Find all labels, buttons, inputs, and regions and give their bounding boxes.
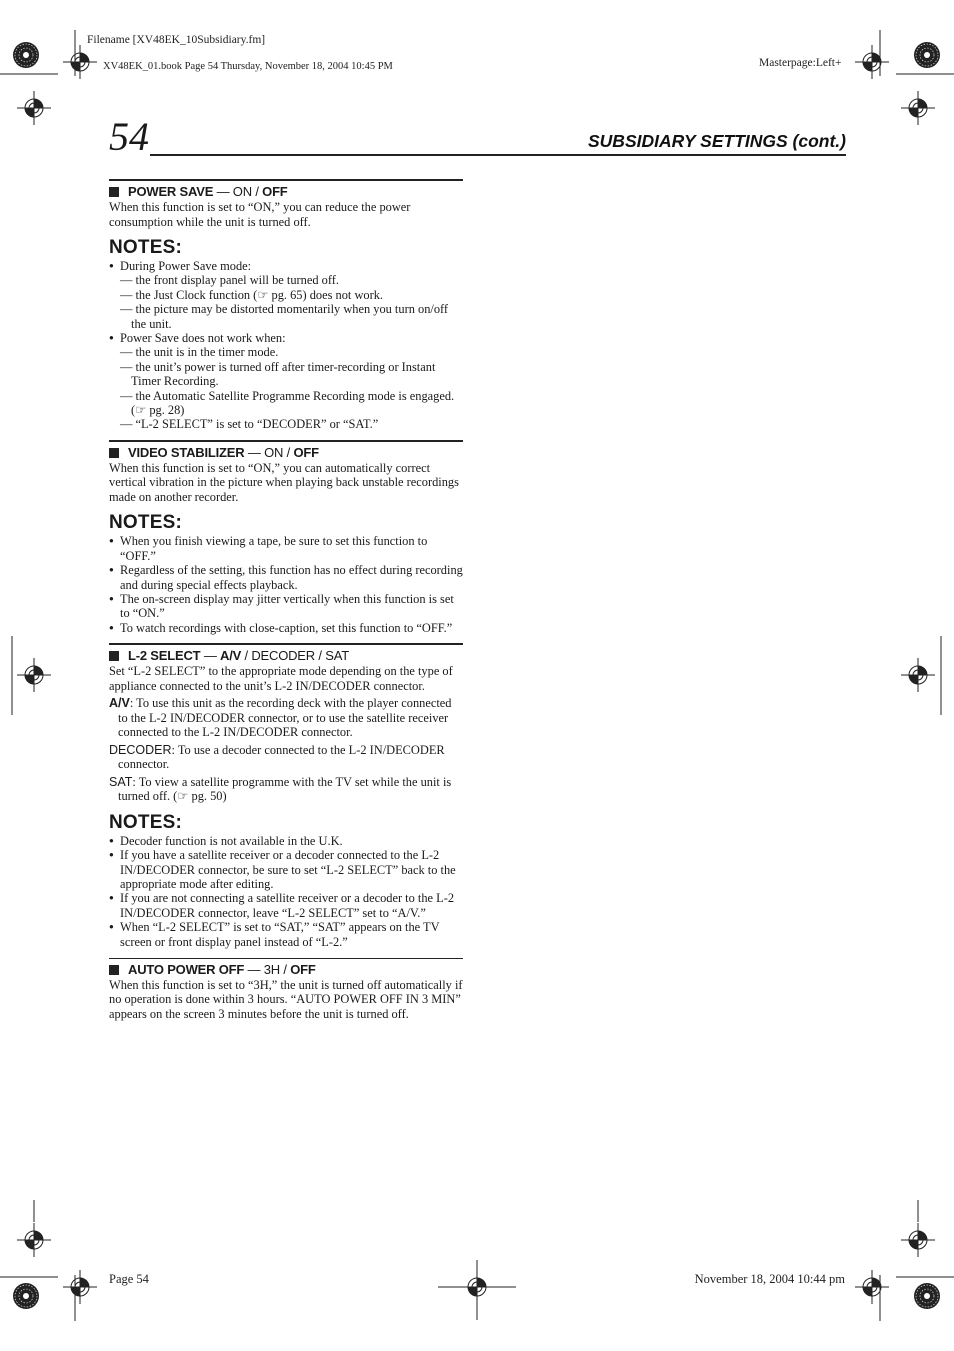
content-column — [109, 179, 463, 1021]
book-info-label: XV48EK_01.book Page 54 Thursday, November 18, 2004 10:45 PM — [103, 61, 393, 72]
note-subitem: — “L-2 SELECT” is set to “DECODER” or “SAT.” — [120, 417, 379, 432]
note-item: ● Regardless of the setting, this function has no effect during recording and during special effects playback. — [109, 563, 463, 592]
section-rule — [109, 643, 463, 645]
power-save-description: When this function is set to “ON,” you can reduce the power consumption while the unit is turned off. — [109, 200, 411, 229]
note-item: ● When “L-2 SELECT” is set to “SAT,” “SAT” appears on the TV screen or front display panel instead of “L-2.” — [109, 920, 463, 949]
note-item: ● To watch recordings with close-caption, set this function to “OFF.” — [109, 621, 463, 635]
note-subitem: — the picture may be distorted momentarily when you turn on/off the unit. — [120, 302, 449, 331]
section-rule — [109, 440, 463, 442]
auto-power-off-heading: AUTO POWER OFF — 3H / OFF — [109, 962, 463, 978]
masterpage-label: Masterpage:Left+ — [759, 57, 842, 69]
video-stabilizer-description: When this function is set to “ON,” you can automatically correct vertical vibration in the picture when playing back unstable recordings made on another recorder. — [109, 460, 459, 504]
l2-select-description: Set “L-2 SELECT” to the appropriate mode depending on the type of appliance connected to the unit’s L-2 IN/DECODER connector. — [109, 664, 453, 693]
note-item: ● When you finish viewing a tape, be sure to set this function to “OFF.” — [109, 534, 463, 563]
note-item: ● Decoder function is not available in the U.K. — [109, 834, 463, 848]
l2-select-heading: L-2 SELECT — A/V / DECODER / SAT — [109, 648, 463, 664]
note-item: ● The on-screen display may jitter vertically when this function is set to “ON.” — [109, 592, 463, 621]
power-save-heading: POWER SAVE — ON / OFF — [109, 184, 463, 200]
filename-label: Filename [XV48EK_10Subsidiary.fm] — [87, 34, 266, 46]
option-definition-sat: SAT: To view a satellite programme with the TV set while the unit is turned off. (☞ pg. 50) — [109, 774, 452, 804]
page-number: 54 — [109, 114, 149, 159]
video-stabilizer-heading: VIDEO STABILIZER — ON / OFF — [109, 445, 463, 461]
notes-heading: NOTES: — [109, 811, 182, 833]
header-rule — [150, 154, 846, 156]
section-rule — [109, 958, 463, 959]
section-rule — [109, 179, 463, 181]
note-item: ● Power Save does not work when: — [109, 331, 463, 345]
note-item: ● During Power Save mode: — [109, 259, 463, 273]
note-item: ● If you have a satellite receiver or a decoder connected to the L-2 IN/DECODER connector, be sure to set “L-2 SELECT” back to the appropriate mode after editing. — [109, 848, 463, 891]
note-subitem: — the unit is in the timer mode. — [120, 345, 279, 360]
notes-heading: NOTES: — [109, 512, 182, 534]
note-subitem: — the unit’s power is turned off after timer-recording or Instant Timer Recording. — [120, 359, 436, 389]
square-bullet-icon — [109, 965, 119, 975]
footer-date-label: November 18, 2004 10:44 pm — [694, 1272, 845, 1286]
page-title: SUBSIDIARY SETTINGS (cont.) — [588, 131, 846, 151]
square-bullet-icon — [109, 651, 119, 661]
note-subitem: — the front display panel will be turned off. — [120, 273, 339, 288]
footer-page-label: Page 54 — [109, 1272, 149, 1286]
note-item: ● If you are not connecting a satellite receiver or a decoder to the L-2 IN/DECODER connector, leave “L-2 SELECT” set to “A/V.” — [109, 891, 463, 920]
square-bullet-icon — [109, 448, 119, 458]
note-subitem: — the Just Clock function (☞ pg. 65) does not work. — [120, 287, 384, 302]
option-definition-av: A/V: To use this unit as the recording deck with the player connected to the L-2 IN/DECODER connector, or to use the satellite receiver connected to the L-2 IN/DECODER connector. — [109, 696, 452, 740]
option-definition-decoder: DECODER: To use a decoder connected to the L-2 IN/DECODER connector. — [109, 742, 445, 772]
square-bullet-icon — [109, 187, 119, 197]
note-subitem: — the Automatic Satellite Programme Recording mode is engaged. (☞ pg. 28) — [120, 388, 455, 418]
notes-heading: NOTES: — [109, 237, 182, 258]
auto-power-off-description: When this function is set to “3H,” the unit is turned off automatically if no operation is done within 3 hours. “AUTO POWER OFF IN 3 MIN” appears on the screen 3 minutes before the unit is turned off. — [109, 977, 463, 1021]
